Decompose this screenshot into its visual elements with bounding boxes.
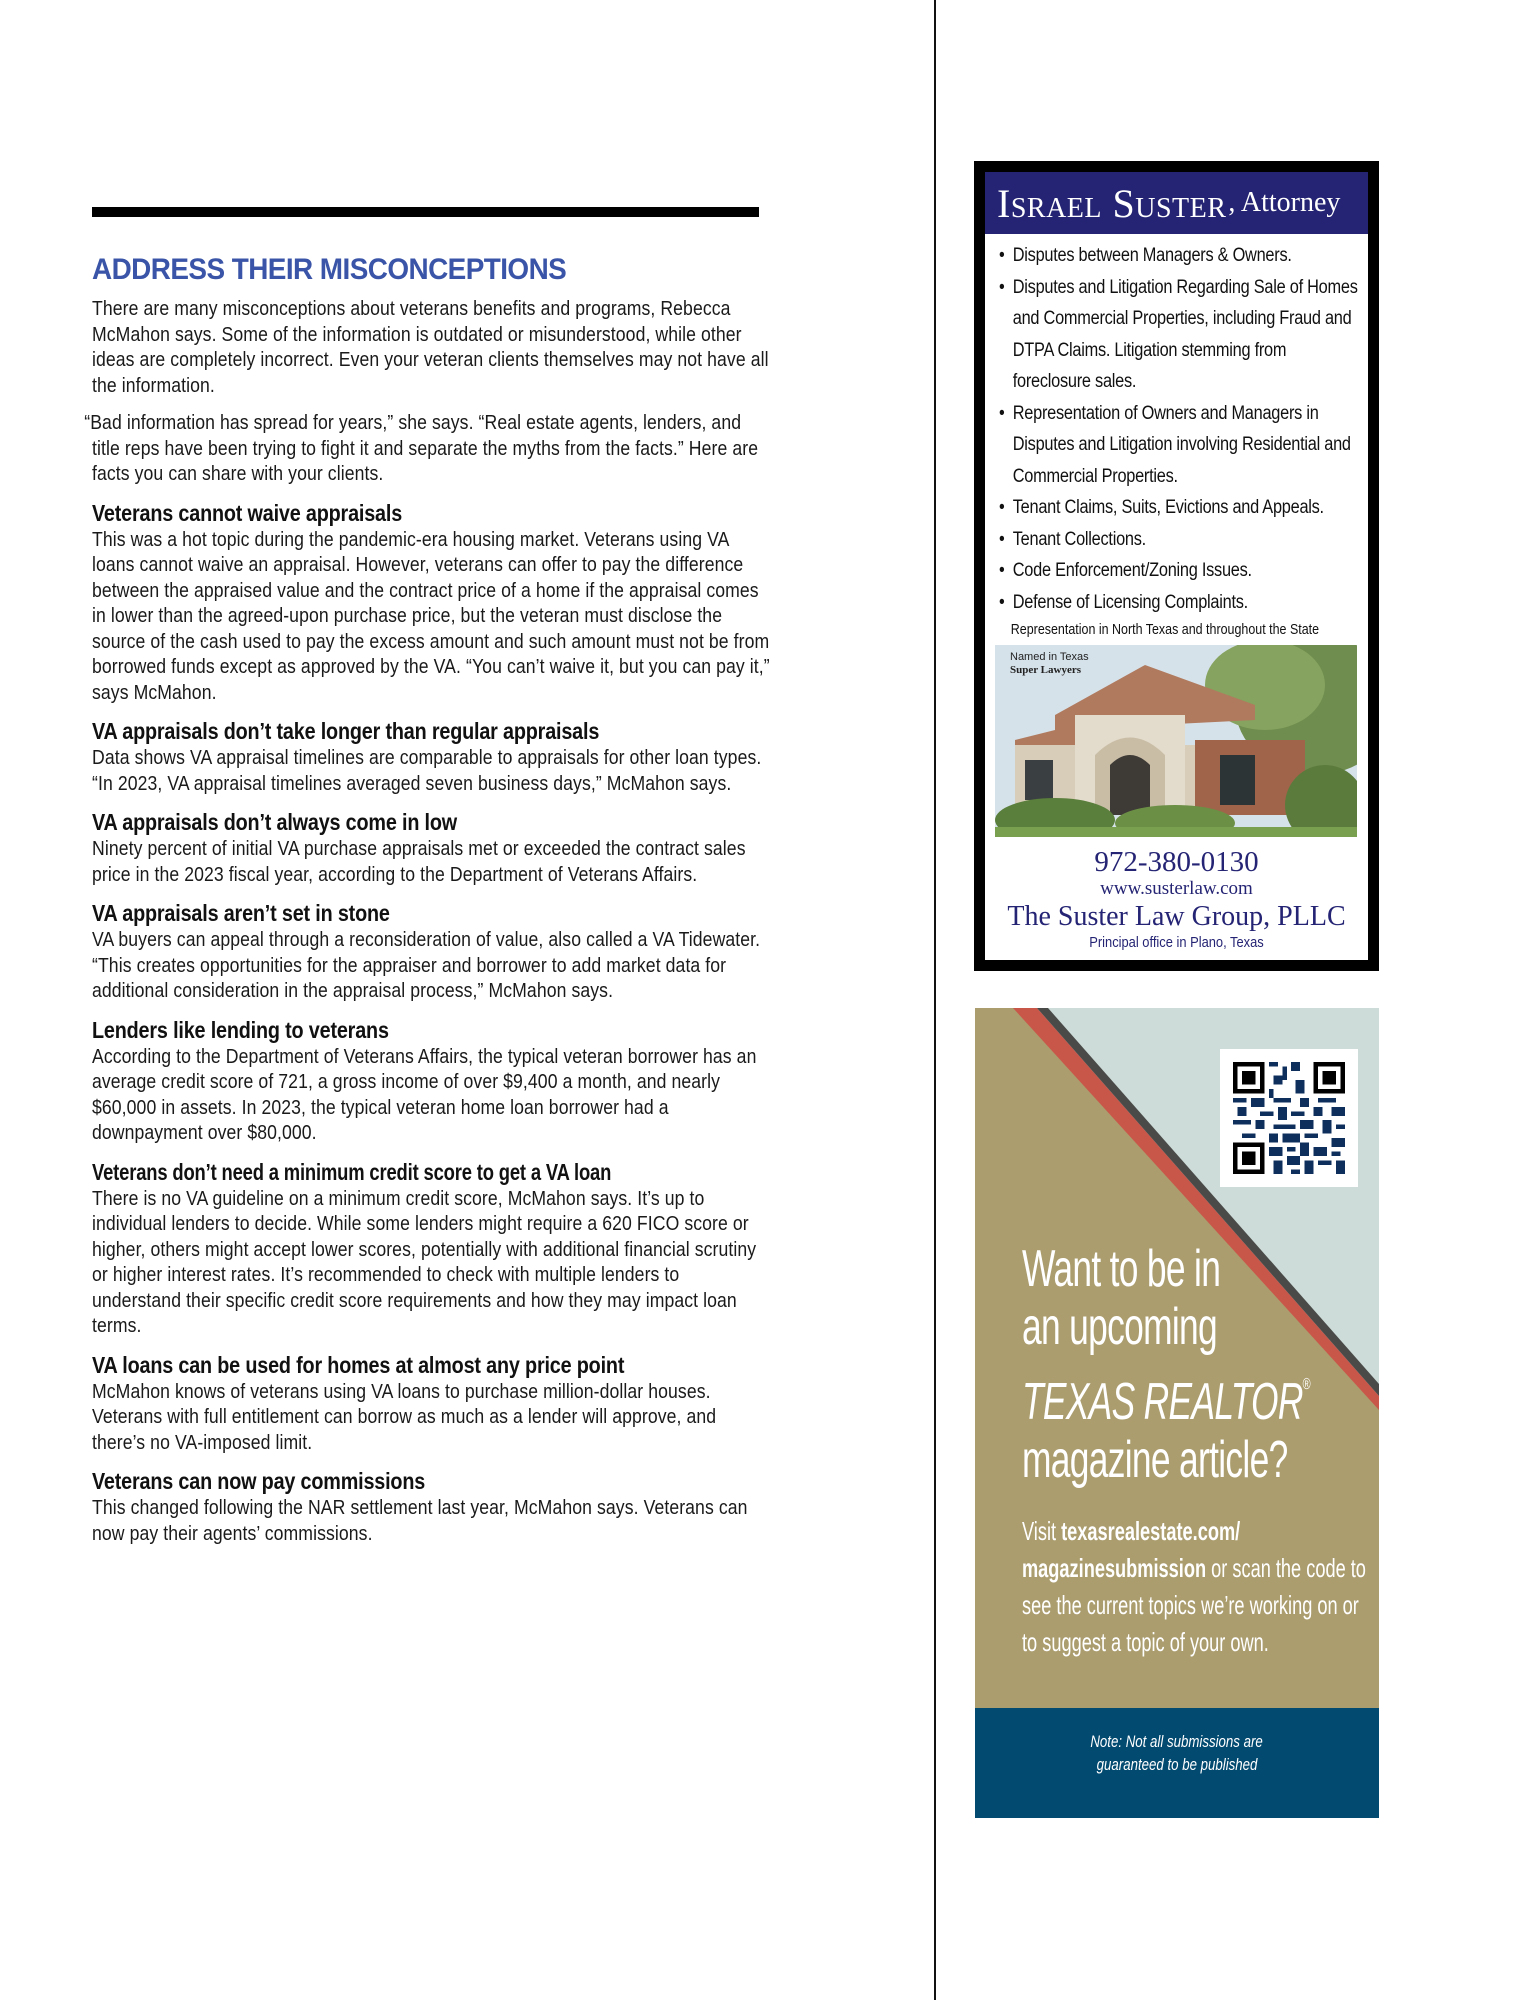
badge-line-2: Super Lawyers xyxy=(1010,664,1081,676)
submission-url-link[interactable]: texasrealestate.com/ xyxy=(1061,1516,1241,1546)
registered-mark: ® xyxy=(1302,1376,1311,1393)
qr-code-icon xyxy=(1233,1062,1345,1174)
attorney-phone[interactable]: 972-380-0130 xyxy=(1094,846,1259,878)
texas-realtor-ad[interactable] xyxy=(975,1008,1379,1818)
body-visit-text: Visit xyxy=(1022,1516,1062,1546)
column-divider xyxy=(934,0,936,2000)
realtor-ad-body xyxy=(1022,1513,1372,1661)
fact-item xyxy=(92,1352,772,1456)
fact-body: There is no VA guideline on a minimum credit score, McMahon says. It’s up to individual lenders to decide. While some lenders might require a 620 FICO score or higher, others might accept lower scores, potentially with additional financial scrutiny or higher interest rates. It’s recommended to check with multiple lenders to understand their specific credit score requirements and how they may impact loan terms. xyxy=(92,1186,757,1337)
attorney-office-location: Principal office in Plano, Texas xyxy=(1089,934,1264,951)
fact-body: This changed following the NAR settlement last year, McMahon says. Veterans can now pay their agents’ commissions. xyxy=(92,1496,748,1545)
fact-item xyxy=(92,718,772,796)
fact-item xyxy=(92,1017,772,1146)
body-rest-text: or scan the code to see the current topics we’re working on or to suggest a topic of your own. xyxy=(1022,1553,1366,1657)
service-item: • Defense of Licensing Complaints. xyxy=(999,587,1359,619)
service-item: • Disputes between Managers & Owners. xyxy=(999,240,1359,272)
fact-body: Data shows VA appraisal timelines are comparable to appraisals for other loan types. “In 2023, VA appraisal timelines averaged seven business days,” McMahon says. xyxy=(92,746,762,795)
section-title: ADDRESS THEIR MISCONCEPTIONS xyxy=(92,253,567,286)
submission-url-link-cont[interactable]: magazinesubmission xyxy=(1022,1553,1207,1583)
quote-paragraph: “Bad information has spread for years,” she says. “Real estate agents, lenders, and title reps have been trying to fight it and separate the myths from the facts.” Here are facts you can share with your clients. xyxy=(84,411,759,485)
service-item: • Code Enforcement/Zoning Issues. xyxy=(999,555,1359,587)
service-item: • Disputes and Litigation Regarding Sale of Homes and Commercial Properties, including Fraud and DTPA Claims. Litigation stemming from foreclosure sales. xyxy=(999,272,1359,398)
service-item: • Representation of Owners and Managers in Disputes and Litigation involving Residential and Commercial Properties. xyxy=(999,398,1359,493)
fact-item xyxy=(92,1159,772,1339)
qr-code[interactable] xyxy=(1220,1049,1358,1187)
fact-item xyxy=(92,1468,772,1546)
headline-line-2: an upcoming xyxy=(1022,1298,1218,1356)
badge-line-1: Named in Texas xyxy=(1010,651,1089,663)
attorney-region: Representation in North Texas and throughout the State xyxy=(1010,622,1320,638)
attorney-website-link[interactable]: www.susterlaw.com xyxy=(1100,878,1253,899)
office-photo xyxy=(995,645,1357,837)
note-line-1: Note: Not all submissions are xyxy=(1090,1732,1264,1751)
fact-title: Lenders like lending to veterans xyxy=(92,1016,389,1043)
fact-item xyxy=(92,900,772,1004)
attorney-name: Israel Suster xyxy=(997,180,1227,226)
fact-item xyxy=(92,500,772,706)
super-lawyers-badge xyxy=(1010,651,1089,677)
fact-body: VA buyers can appeal through a reconsideration of value, also called a VA Tidewater. “This creates opportunities for the appraiser and borrower to add market data for additional consideration in the appraisal process,” McMahon says. xyxy=(92,928,761,1002)
fact-title: Veterans cannot waive appraisals xyxy=(92,499,403,526)
attorney-ad[interactable] xyxy=(974,161,1379,971)
fact-body: According to the Department of Veterans Affairs, the typical veteran borrower has an average credit score of 721, a gross income of over $9,400 a month, and nearly $60,000 in assets. In 2023, the typical veteran home loan borrower had a downpayment over $80,000. xyxy=(92,1044,757,1144)
fact-item xyxy=(92,809,772,887)
magazine-name: TEXAS REALTOR xyxy=(1022,1373,1303,1431)
fact-title: VA loans can be used for homes at almost any price point xyxy=(92,1351,625,1378)
attorney-services-list xyxy=(985,234,1368,618)
fact-title: VA appraisals don’t take longer than regular appraisals xyxy=(92,718,600,744)
headline-line-1: Want to be in xyxy=(1022,1240,1221,1298)
section-top-rule xyxy=(92,207,759,217)
fact-body: McMahon knows of veterans using VA loans to purchase million-dollar houses. Veterans with full entitlement can borrow as much as a lender will approve, and there’s no VA-imposed limit. xyxy=(92,1379,717,1454)
realtor-ad-headline xyxy=(1022,1240,1362,1489)
service-item: • Tenant Claims, Suits, Evictions and Appeals. xyxy=(999,492,1359,524)
service-item: • Tenant Collections. xyxy=(999,524,1359,556)
note-line-2: guaranteed to be published xyxy=(1096,1755,1258,1774)
article-column xyxy=(84,252,772,1546)
fact-body: This was a hot topic during the pandemic-era housing market. Veterans using VA loans cannot waive an appraisal. However, veterans can offer to pay the difference between the appraised value and the contract price of a home if the appraisal comes in lower than the agreed-upon purchase price, but the veteran must disclose the source of the cash used to pay the excess amount and such amount must not be from borrowed funds except as approved by the VA. “You can’t waive it, but you can pay it,” says McMahon. xyxy=(92,527,770,704)
fact-body: Ninety percent of initial VA purchase appraisals met or exceeded the contract sales price in the 2023 fiscal year, according to the Department of Veterans Affairs. xyxy=(92,837,746,886)
fact-title: Veterans don’t need a minimum credit score to get a VA loan xyxy=(92,1158,612,1185)
attorney-ad-header xyxy=(985,172,1368,234)
fact-title: VA appraisals aren’t set in stone xyxy=(92,900,390,926)
headline-line-4: magazine article? xyxy=(1022,1431,1288,1489)
fact-title: Veterans can now pay commissions xyxy=(92,1468,426,1494)
attorney-role: , Attorney xyxy=(1228,187,1341,218)
fact-title: VA appraisals don’t always come in low xyxy=(92,809,458,835)
submission-disclaimer xyxy=(975,1708,1379,1818)
intro-paragraph: There are many misconceptions about veterans benefits and programs, Rebecca McMahon says. Some of the information is outdated or misunderstood, while other ideas are completely incorrect. Even your veteran clients themselves may not have all the information. xyxy=(92,297,769,397)
attorney-firm-name: The Suster Law Group, PLLC xyxy=(1007,901,1346,932)
attorney-ad-panel xyxy=(985,172,1368,960)
